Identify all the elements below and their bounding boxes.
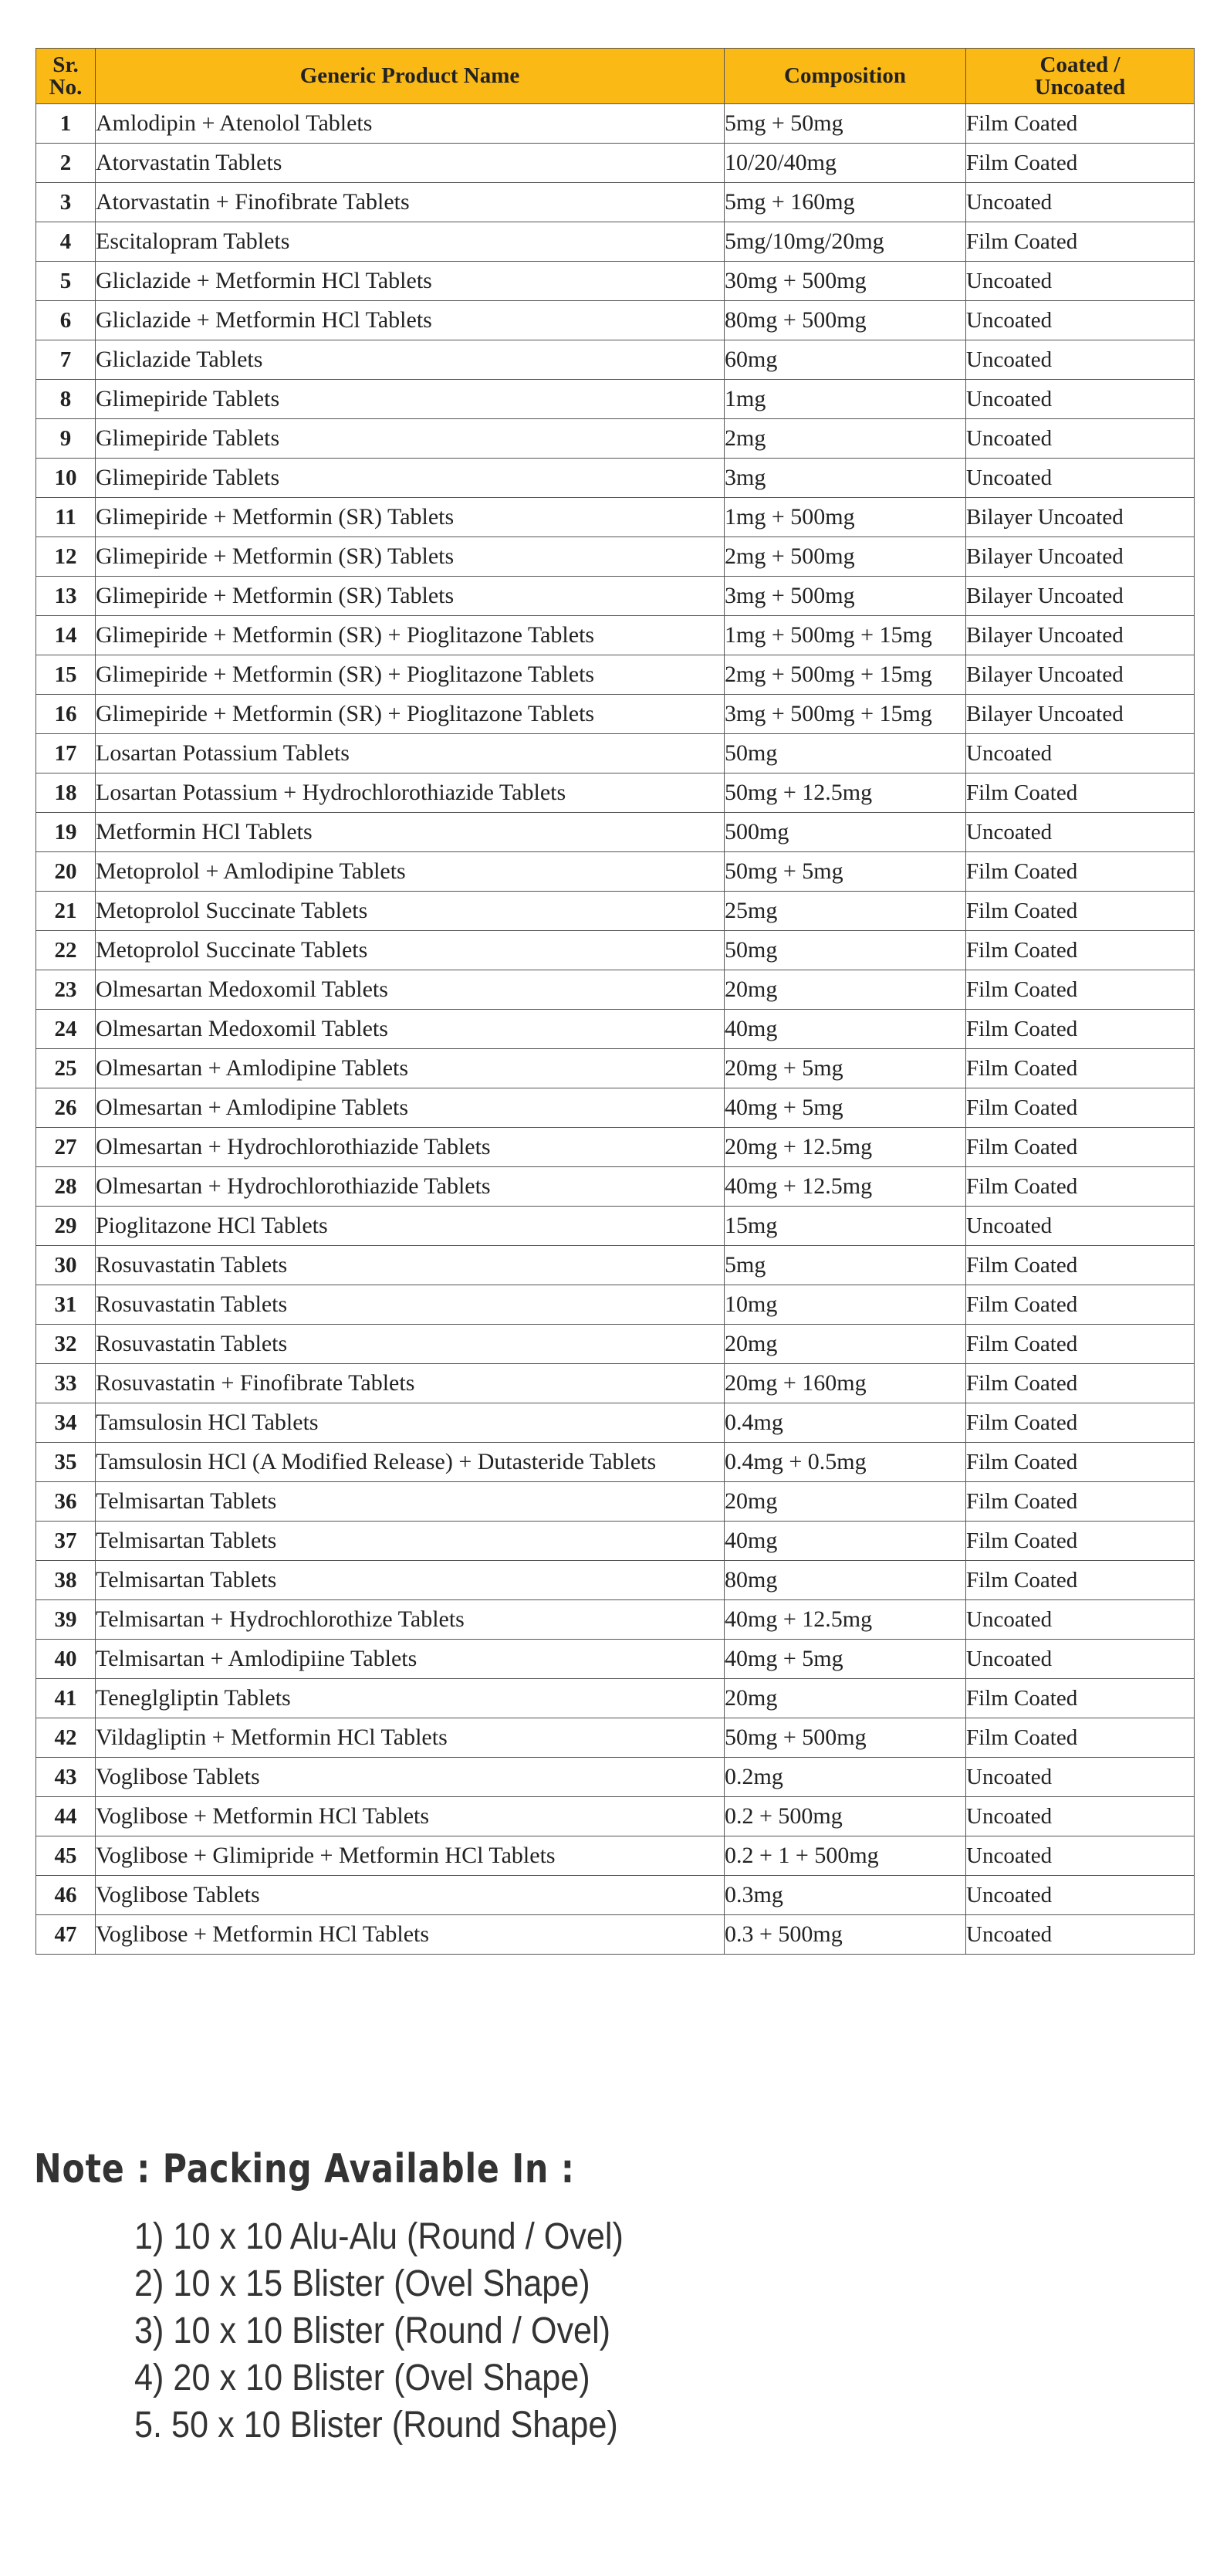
composition-cell: 80mg <box>725 1561 966 1600</box>
coating-cell: Film Coated <box>966 1010 1195 1049</box>
product-name-cell: Teneglgliptin Tablets <box>96 1679 725 1718</box>
coating-cell: Film Coated <box>966 892 1195 931</box>
composition-cell: 0.3mg <box>725 1876 966 1915</box>
table-row <box>36 931 1195 970</box>
composition-cell: 20mg <box>725 1679 966 1718</box>
composition-cell: 0.4mg + 0.5mg <box>725 1443 966 1482</box>
coating-cell: Uncoated <box>966 301 1195 340</box>
product-name-cell: Voglibose Tablets <box>96 1876 725 1915</box>
header-sr-no-label: Sr. No. <box>49 52 83 100</box>
coating-cell: Bilayer Uncoated <box>966 655 1195 695</box>
sr-no-cell: 27 <box>36 1128 96 1167</box>
composition-cell: 3mg <box>725 459 966 498</box>
table-row <box>36 813 1195 852</box>
packing-option: 2) 10 x 15 Blister (Ovel Shape) <box>134 2263 590 2304</box>
sr-no-cell: 18 <box>36 773 96 813</box>
coating-cell: Uncoated <box>966 1797 1195 1836</box>
product-name-cell: Olmesartan + Hydrochlorothiazide Tablets <box>96 1167 725 1207</box>
coating-cell: Uncoated <box>966 1207 1195 1246</box>
packing-note-heading: Note : Packing Available In : <box>34 2146 575 2192</box>
table-header-row <box>36 49 1195 104</box>
product-name-cell: Telmisartan Tablets <box>96 1482 725 1522</box>
composition-cell: 10mg <box>725 1285 966 1325</box>
sr-no-cell: 41 <box>36 1679 96 1718</box>
sr-no-cell: 47 <box>36 1915 96 1955</box>
table-row <box>36 1443 1195 1482</box>
coating-cell: Bilayer Uncoated <box>966 577 1195 616</box>
table-row <box>36 459 1195 498</box>
table-row <box>36 734 1195 773</box>
table-row <box>36 1088 1195 1128</box>
composition-cell: 15mg <box>725 1207 966 1246</box>
sr-no-cell: 43 <box>36 1758 96 1797</box>
product-name-cell: Olmesartan Medoxomil Tablets <box>96 970 725 1010</box>
coating-cell: Film Coated <box>966 1167 1195 1207</box>
product-name-cell: Rosuvastatin Tablets <box>96 1246 725 1285</box>
table-row <box>36 1876 1195 1915</box>
coating-cell: Film Coated <box>966 1403 1195 1443</box>
table-row <box>36 537 1195 577</box>
product-name-cell: Telmisartan Tablets <box>96 1522 725 1561</box>
table-row <box>36 1285 1195 1325</box>
sr-no-cell: 39 <box>36 1600 96 1640</box>
packing-option: 5. 50 x 10 Blister (Round Shape) <box>134 2405 618 2446</box>
composition-cell: 1mg + 500mg + 15mg <box>725 616 966 655</box>
product-name-cell: Rosuvastatin Tablets <box>96 1285 725 1325</box>
sr-no-cell: 26 <box>36 1088 96 1128</box>
table-row <box>36 970 1195 1010</box>
sr-no-cell: 2 <box>36 144 96 183</box>
coating-cell: Film Coated <box>966 931 1195 970</box>
product-table <box>35 48 1195 1955</box>
sr-no-cell: 5 <box>36 262 96 301</box>
sr-no-cell: 24 <box>36 1010 96 1049</box>
table-row <box>36 773 1195 813</box>
product-name-cell: Vildagliptin + Metformin HCl Tablets <box>96 1718 725 1758</box>
composition-cell: 20mg <box>725 970 966 1010</box>
sr-no-cell: 22 <box>36 931 96 970</box>
product-name-cell: Glimepiride Tablets <box>96 380 725 419</box>
composition-cell: 5mg <box>725 1246 966 1285</box>
product-name-cell: Amlodipin + Atenolol Tablets <box>96 104 725 144</box>
composition-cell: 0.4mg <box>725 1403 966 1443</box>
coating-cell: Film Coated <box>966 1522 1195 1561</box>
coating-cell: Uncoated <box>966 340 1195 380</box>
table-row <box>36 1758 1195 1797</box>
composition-cell: 1mg + 500mg <box>725 498 966 537</box>
table-row <box>36 301 1195 340</box>
product-name-cell: Losartan Potassium Tablets <box>96 734 725 773</box>
coating-cell: Film Coated <box>966 852 1195 892</box>
coating-cell: Film Coated <box>966 222 1195 262</box>
composition-cell: 40mg <box>725 1010 966 1049</box>
table-row <box>36 616 1195 655</box>
sr-no-cell: 42 <box>36 1718 96 1758</box>
sr-no-cell: 31 <box>36 1285 96 1325</box>
product-name-cell: Glimepiride + Metformin (SR) Tablets <box>96 577 725 616</box>
sr-no-cell: 13 <box>36 577 96 616</box>
composition-cell: 20mg + 12.5mg <box>725 1128 966 1167</box>
composition-cell: 3mg + 500mg + 15mg <box>725 695 966 734</box>
product-name-cell: Tamsulosin HCl (A Modified Release) + Dutasteride Tablets <box>96 1443 725 1482</box>
sr-no-cell: 17 <box>36 734 96 773</box>
coating-cell: Uncoated <box>966 813 1195 852</box>
composition-cell: 25mg <box>725 892 966 931</box>
packing-option: 4) 20 x 10 Blister (Ovel Shape) <box>134 2358 590 2398</box>
packing-option: 3) 10 x 10 Blister (Round / Ovel) <box>134 2310 611 2351</box>
table-row <box>36 1167 1195 1207</box>
table-row <box>36 1128 1195 1167</box>
sr-no-cell: 12 <box>36 537 96 577</box>
table-row <box>36 1640 1195 1679</box>
packing-option: 1) 10 x 10 Alu-Alu (Round / Ovel) <box>134 2216 624 2257</box>
product-name-cell: Glimepiride + Metformin (SR) + Pioglitazone Tablets <box>96 616 725 655</box>
coating-cell: Uncoated <box>966 1600 1195 1640</box>
table-row <box>36 892 1195 931</box>
table-row <box>36 1482 1195 1522</box>
composition-cell: 50mg + 12.5mg <box>725 773 966 813</box>
table-row <box>36 1325 1195 1364</box>
coating-cell: Bilayer Uncoated <box>966 498 1195 537</box>
sr-no-cell: 36 <box>36 1482 96 1522</box>
coating-cell: Film Coated <box>966 1128 1195 1167</box>
product-name-cell: Rosuvastatin Tablets <box>96 1325 725 1364</box>
sr-no-cell: 28 <box>36 1167 96 1207</box>
composition-cell: 50mg <box>725 734 966 773</box>
sr-no-cell: 16 <box>36 695 96 734</box>
table-row <box>36 577 1195 616</box>
coating-cell: Uncoated <box>966 1876 1195 1915</box>
sr-no-cell: 34 <box>36 1403 96 1443</box>
table-row <box>36 1915 1195 1955</box>
table-row <box>36 1522 1195 1561</box>
table-row <box>36 1797 1195 1836</box>
product-name-cell: Metoprolol Succinate Tablets <box>96 931 725 970</box>
product-name-cell: Gliclazide + Metformin HCl Tablets <box>96 262 725 301</box>
header-composition: Composition <box>725 49 966 104</box>
composition-cell: 20mg + 5mg <box>725 1049 966 1088</box>
sr-no-cell: 21 <box>36 892 96 931</box>
coating-cell: Film Coated <box>966 1325 1195 1364</box>
product-name-cell: Telmisartan + Hydrochlorothize Tablets <box>96 1600 725 1640</box>
table-row <box>36 1049 1195 1088</box>
coating-cell: Film Coated <box>966 773 1195 813</box>
composition-cell: 2mg + 500mg <box>725 537 966 577</box>
header-coated <box>966 49 1195 104</box>
coating-cell: Film Coated <box>966 1285 1195 1325</box>
sr-no-cell: 25 <box>36 1049 96 1088</box>
product-name-cell: Olmesartan + Hydrochlorothiazide Tablets <box>96 1128 725 1167</box>
composition-cell: 20mg <box>725 1325 966 1364</box>
composition-cell: 1mg <box>725 380 966 419</box>
product-name-cell: Olmesartan + Amlodipine Tablets <box>96 1049 725 1088</box>
composition-cell: 50mg <box>725 931 966 970</box>
product-name-cell: Gliclazide + Metformin HCl Tablets <box>96 301 725 340</box>
composition-cell: 500mg <box>725 813 966 852</box>
table-row <box>36 695 1195 734</box>
table-row <box>36 1679 1195 1718</box>
sr-no-cell: 23 <box>36 970 96 1010</box>
sr-no-cell: 15 <box>36 655 96 695</box>
product-name-cell: Voglibose + Glimipride + Metformin HCl Tablets <box>96 1836 725 1876</box>
header-product-name: Generic Product Name <box>96 49 725 104</box>
packing-options-list <box>134 2213 624 2449</box>
coating-cell: Uncoated <box>966 459 1195 498</box>
composition-cell: 40mg <box>725 1522 966 1561</box>
composition-cell: 0.3 + 500mg <box>725 1915 966 1955</box>
sr-no-cell: 32 <box>36 1325 96 1364</box>
coating-cell: Uncoated <box>966 183 1195 222</box>
coating-cell: Uncoated <box>966 380 1195 419</box>
product-name-cell: Pioglitazone HCl Tablets <box>96 1207 725 1246</box>
sr-no-cell: 44 <box>36 1797 96 1836</box>
composition-cell: 0.2 + 500mg <box>725 1797 966 1836</box>
composition-cell: 5mg/10mg/20mg <box>725 222 966 262</box>
sr-no-cell: 4 <box>36 222 96 262</box>
coating-cell: Uncoated <box>966 419 1195 459</box>
coating-cell: Film Coated <box>966 144 1195 183</box>
composition-cell: 50mg + 5mg <box>725 852 966 892</box>
composition-cell: 0.2mg <box>725 1758 966 1797</box>
composition-cell: 0.2 + 1 + 500mg <box>725 1836 966 1876</box>
composition-cell: 60mg <box>725 340 966 380</box>
table-row <box>36 1010 1195 1049</box>
composition-cell: 5mg + 50mg <box>725 104 966 144</box>
composition-cell: 2mg + 500mg + 15mg <box>725 655 966 695</box>
product-name-cell: Metoprolol + Amlodipine Tablets <box>96 852 725 892</box>
composition-cell: 2mg <box>725 419 966 459</box>
sr-no-cell: 8 <box>36 380 96 419</box>
coating-cell: Film Coated <box>966 1561 1195 1600</box>
product-name-cell: Losartan Potassium + Hydrochlorothiazide Tablets <box>96 773 725 813</box>
sr-no-cell: 33 <box>36 1364 96 1403</box>
table-row <box>36 1836 1195 1876</box>
sr-no-cell: 40 <box>36 1640 96 1679</box>
product-name-cell: Glimepiride + Metformin (SR) + Pioglitazone Tablets <box>96 655 725 695</box>
product-name-cell: Voglibose + Metformin HCl Tablets <box>96 1797 725 1836</box>
table-row <box>36 1403 1195 1443</box>
composition-cell: 50mg + 500mg <box>725 1718 966 1758</box>
header-coated-label: Coated / Uncoated <box>1034 52 1126 100</box>
coating-cell: Film Coated <box>966 970 1195 1010</box>
table-row <box>36 222 1195 262</box>
product-name-cell: Rosuvastatin + Finofibrate Tablets <box>96 1364 725 1403</box>
product-name-cell: Telmisartan Tablets <box>96 1561 725 1600</box>
composition-cell: 40mg + 5mg <box>725 1088 966 1128</box>
sr-no-cell: 10 <box>36 459 96 498</box>
sr-no-cell: 45 <box>36 1836 96 1876</box>
product-name-cell: Tamsulosin HCl Tablets <box>96 1403 725 1443</box>
table-row <box>36 419 1195 459</box>
coating-cell: Bilayer Uncoated <box>966 616 1195 655</box>
product-name-cell: Atorvastatin Tablets <box>96 144 725 183</box>
table-row <box>36 1207 1195 1246</box>
product-name-cell: Gliclazide Tablets <box>96 340 725 380</box>
sr-no-cell: 20 <box>36 852 96 892</box>
table-row <box>36 1600 1195 1640</box>
table-row <box>36 852 1195 892</box>
composition-cell: 80mg + 500mg <box>725 301 966 340</box>
header-sr-no <box>36 49 96 104</box>
table-row <box>36 104 1195 144</box>
product-name-cell: Voglibose Tablets <box>96 1758 725 1797</box>
table-body <box>36 104 1195 1955</box>
product-name-cell: Metformin HCl Tablets <box>96 813 725 852</box>
coating-cell: Film Coated <box>966 1482 1195 1522</box>
composition-cell: 20mg <box>725 1482 966 1522</box>
sr-no-cell: 11 <box>36 498 96 537</box>
product-name-cell: Voglibose + Metformin HCl Tablets <box>96 1915 725 1955</box>
composition-cell: 40mg + 12.5mg <box>725 1167 966 1207</box>
product-name-cell: Atorvastatin + Finofibrate Tablets <box>96 183 725 222</box>
coating-cell: Film Coated <box>966 104 1195 144</box>
table-row <box>36 1364 1195 1403</box>
composition-cell: 20mg + 160mg <box>725 1364 966 1403</box>
product-name-cell: Glimepiride Tablets <box>96 419 725 459</box>
sr-no-cell: 38 <box>36 1561 96 1600</box>
coating-cell: Film Coated <box>966 1364 1195 1403</box>
product-name-cell: Glimepiride + Metformin (SR) Tablets <box>96 498 725 537</box>
product-name-cell: Telmisartan + Amlodipiine Tablets <box>96 1640 725 1679</box>
coating-cell: Bilayer Uncoated <box>966 537 1195 577</box>
product-name-cell: Olmesartan Medoxomil Tablets <box>96 1010 725 1049</box>
product-table-container <box>35 48 1194 1955</box>
sr-no-cell: 46 <box>36 1876 96 1915</box>
table-row <box>36 1561 1195 1600</box>
product-name-cell: Glimepiride Tablets <box>96 459 725 498</box>
sr-no-cell: 19 <box>36 813 96 852</box>
sr-no-cell: 3 <box>36 183 96 222</box>
composition-cell: 3mg + 500mg <box>725 577 966 616</box>
table-row <box>36 144 1195 183</box>
product-name-cell: Glimepiride + Metformin (SR) + Pioglitazone Tablets <box>96 695 725 734</box>
coating-cell: Uncoated <box>966 262 1195 301</box>
coating-cell: Uncoated <box>966 1640 1195 1679</box>
table-row <box>36 1246 1195 1285</box>
table-row <box>36 340 1195 380</box>
coating-cell: Film Coated <box>966 1679 1195 1718</box>
table-row <box>36 262 1195 301</box>
sr-no-cell: 37 <box>36 1522 96 1561</box>
coating-cell: Film Coated <box>966 1049 1195 1088</box>
table-row <box>36 1718 1195 1758</box>
coating-cell: Film Coated <box>966 1718 1195 1758</box>
coating-cell: Uncoated <box>966 1915 1195 1955</box>
coating-cell: Uncoated <box>966 734 1195 773</box>
product-name-cell: Escitalopram Tablets <box>96 222 725 262</box>
product-name-cell: Olmesartan + Amlodipine Tablets <box>96 1088 725 1128</box>
sr-no-cell: 9 <box>36 419 96 459</box>
sr-no-cell: 7 <box>36 340 96 380</box>
sr-no-cell: 29 <box>36 1207 96 1246</box>
table-row <box>36 183 1195 222</box>
product-name-cell: Metoprolol Succinate Tablets <box>96 892 725 931</box>
coating-cell: Uncoated <box>966 1758 1195 1797</box>
sr-no-cell: 14 <box>36 616 96 655</box>
composition-cell: 30mg + 500mg <box>725 262 966 301</box>
sr-no-cell: 6 <box>36 301 96 340</box>
composition-cell: 40mg + 12.5mg <box>725 1600 966 1640</box>
sr-no-cell: 1 <box>36 104 96 144</box>
coating-cell: Uncoated <box>966 1836 1195 1876</box>
sr-no-cell: 35 <box>36 1443 96 1482</box>
table-row <box>36 498 1195 537</box>
composition-cell: 40mg + 5mg <box>725 1640 966 1679</box>
coating-cell: Bilayer Uncoated <box>966 695 1195 734</box>
sr-no-cell: 30 <box>36 1246 96 1285</box>
coating-cell: Film Coated <box>966 1443 1195 1482</box>
table-row <box>36 655 1195 695</box>
product-name-cell: Glimepiride + Metformin (SR) Tablets <box>96 537 725 577</box>
coating-cell: Film Coated <box>966 1246 1195 1285</box>
composition-cell: 5mg + 160mg <box>725 183 966 222</box>
coating-cell: Film Coated <box>966 1088 1195 1128</box>
composition-cell: 10/20/40mg <box>725 144 966 183</box>
table-row <box>36 380 1195 419</box>
